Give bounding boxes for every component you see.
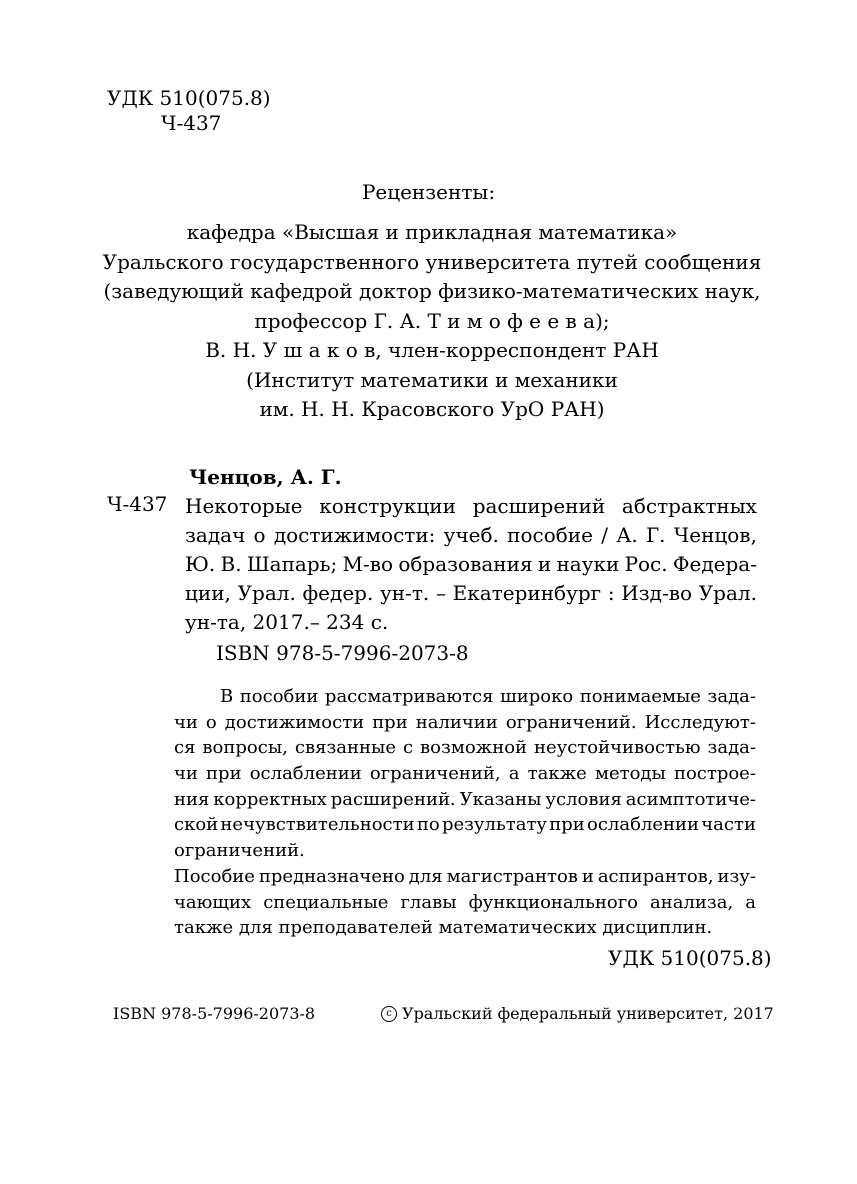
word: части	[701, 814, 756, 836]
udk-code-bottom: УДК 510(075.8)	[608, 946, 772, 970]
word: пособии	[239, 686, 319, 707]
annotation-line: также для преподавателей математических дисциплин.	[174, 917, 713, 939]
word: при	[206, 763, 242, 785]
word: чи	[174, 763, 198, 785]
word: анализа,	[650, 891, 734, 913]
word: асимптотиче-	[625, 788, 756, 810]
word: ун-т.	[380, 581, 430, 605]
reviewers-block	[92, 218, 772, 425]
word: В	[220, 686, 234, 707]
reviewer-line: им. Н. Н. Красовского УрО РАН)	[259, 397, 605, 421]
word: науки	[556, 552, 620, 576]
word: Рос.	[624, 552, 668, 576]
word: также	[527, 763, 587, 785]
description-line	[185, 579, 757, 608]
word: Исследуют-	[644, 711, 756, 733]
word: результату	[441, 814, 547, 836]
word: магистрантов	[446, 865, 578, 887]
word: Некоторые	[185, 494, 303, 518]
word: Г.	[645, 523, 666, 547]
word: функционального	[468, 891, 638, 913]
word: понимаемые	[579, 686, 701, 707]
catalog-author: Ченцов, А. Г.	[189, 465, 342, 489]
word: а	[745, 891, 756, 913]
word: ся	[174, 737, 196, 759]
word: –	[435, 581, 446, 605]
word: корректных	[213, 788, 327, 810]
annotation-line	[174, 787, 756, 813]
description-line	[185, 521, 757, 550]
word: нечувствительности	[220, 814, 415, 836]
word: пособие	[507, 523, 593, 547]
word: неустойчивостью	[534, 737, 701, 759]
word: и	[581, 865, 594, 887]
word: Изд-во	[621, 581, 693, 605]
footer-isbn: ISBN 978-5-7996-2073-8	[113, 1004, 316, 1023]
word: при	[549, 814, 585, 836]
word: абстрактных	[621, 494, 757, 518]
word: по	[416, 814, 440, 836]
word: достижимости:	[273, 523, 436, 547]
word: /	[601, 523, 608, 547]
word: А.	[616, 523, 638, 547]
word: Екатеринбург	[452, 581, 602, 605]
word: М-во	[342, 552, 394, 576]
word: достижимости	[224, 711, 365, 733]
word: федер.	[302, 581, 374, 605]
catalog-description	[185, 492, 757, 637]
word: расширений	[472, 494, 606, 518]
word: ции,	[185, 581, 231, 605]
reviewer-line: В. Н. У ш а к о в, член-корреспондент РАН	[205, 338, 659, 362]
word: широко	[500, 686, 574, 707]
word: изу-	[717, 865, 756, 887]
annotation-line	[174, 890, 756, 916]
annotation-line	[174, 710, 756, 736]
word: возможной	[420, 737, 528, 759]
description-line	[185, 550, 757, 579]
library-code: Ч-437	[161, 111, 222, 135]
word: связанные	[294, 737, 396, 759]
description-line	[185, 492, 757, 521]
word: Пособие	[174, 865, 255, 887]
word: ограничений,	[369, 763, 501, 785]
word: ослаблении	[587, 814, 700, 836]
word: Ченцов,	[673, 523, 757, 547]
annotation-line	[174, 761, 756, 787]
word: при	[372, 711, 408, 733]
word: рассматриваются	[324, 686, 494, 707]
reviewer-line: кафедра «Высшая и прикладная математика»	[186, 220, 678, 244]
annotation-line	[174, 735, 756, 761]
reviewer-line: (заведующий кафедрой доктор физико-математических наук,	[103, 279, 761, 303]
word: предназначено	[258, 865, 405, 887]
reviewer-line: (Институт математики и механики	[246, 367, 618, 392]
reviewer-line: профессор Г. А. Т и м о ф е е в а);	[254, 308, 610, 333]
word: аспирантов,	[597, 865, 714, 887]
word: зада-	[707, 737, 756, 759]
word: специальные	[263, 891, 389, 913]
word: методы	[594, 763, 666, 785]
word: Федера-	[672, 552, 757, 576]
annotation-line	[174, 812, 756, 838]
footer-copyright	[381, 1004, 774, 1024]
description-line: ун-та, 2017.– 234 с.	[185, 610, 389, 634]
word: и	[537, 552, 552, 576]
word: о	[253, 523, 266, 547]
catalog-isbn: ISBN 978-5-7996-2073-8	[216, 641, 469, 665]
word: построе-	[673, 763, 756, 785]
annotation	[174, 684, 756, 941]
word: ния	[174, 788, 210, 810]
word: Урал.	[698, 581, 757, 605]
word: Урал.	[237, 581, 296, 605]
word: наличии	[415, 711, 498, 733]
word: чи	[174, 711, 198, 733]
word: Шапарь;	[246, 552, 338, 576]
udk-code: УДК 510(075.8)	[107, 86, 271, 110]
annotation-line: ограничений.	[174, 840, 305, 862]
copyright-icon: c	[381, 1006, 397, 1022]
word: ской	[174, 814, 219, 836]
word: Указаны	[459, 788, 542, 810]
copyright-text: Уральский федеральный университет, 2017	[402, 1004, 774, 1023]
reviewers-title: Рецензенты:	[361, 180, 496, 204]
word: о	[205, 711, 217, 733]
word: задач	[185, 523, 246, 547]
word: условия	[545, 788, 622, 810]
word: конструкции	[319, 494, 456, 518]
word: зада-	[707, 686, 756, 707]
annotation-line	[174, 684, 756, 710]
word: ослаблении	[249, 763, 362, 785]
word: учеб.	[443, 523, 499, 547]
word: а	[508, 763, 520, 785]
word: В.	[220, 552, 242, 576]
word: расширений.	[330, 788, 456, 810]
word: для	[408, 865, 443, 887]
word: главы	[400, 891, 457, 913]
word: образования	[398, 552, 533, 576]
reviewer-line: Уральского государственного университета путей сообщения	[102, 249, 762, 274]
word: вопросы,	[202, 737, 288, 759]
annotation-line	[174, 864, 756, 890]
word: :	[607, 581, 615, 605]
word: чающих	[174, 891, 252, 913]
word: ограничений.	[505, 711, 637, 733]
word: Ю.	[185, 552, 216, 576]
catalog-code: Ч-437	[107, 492, 168, 516]
word: с	[402, 737, 414, 759]
